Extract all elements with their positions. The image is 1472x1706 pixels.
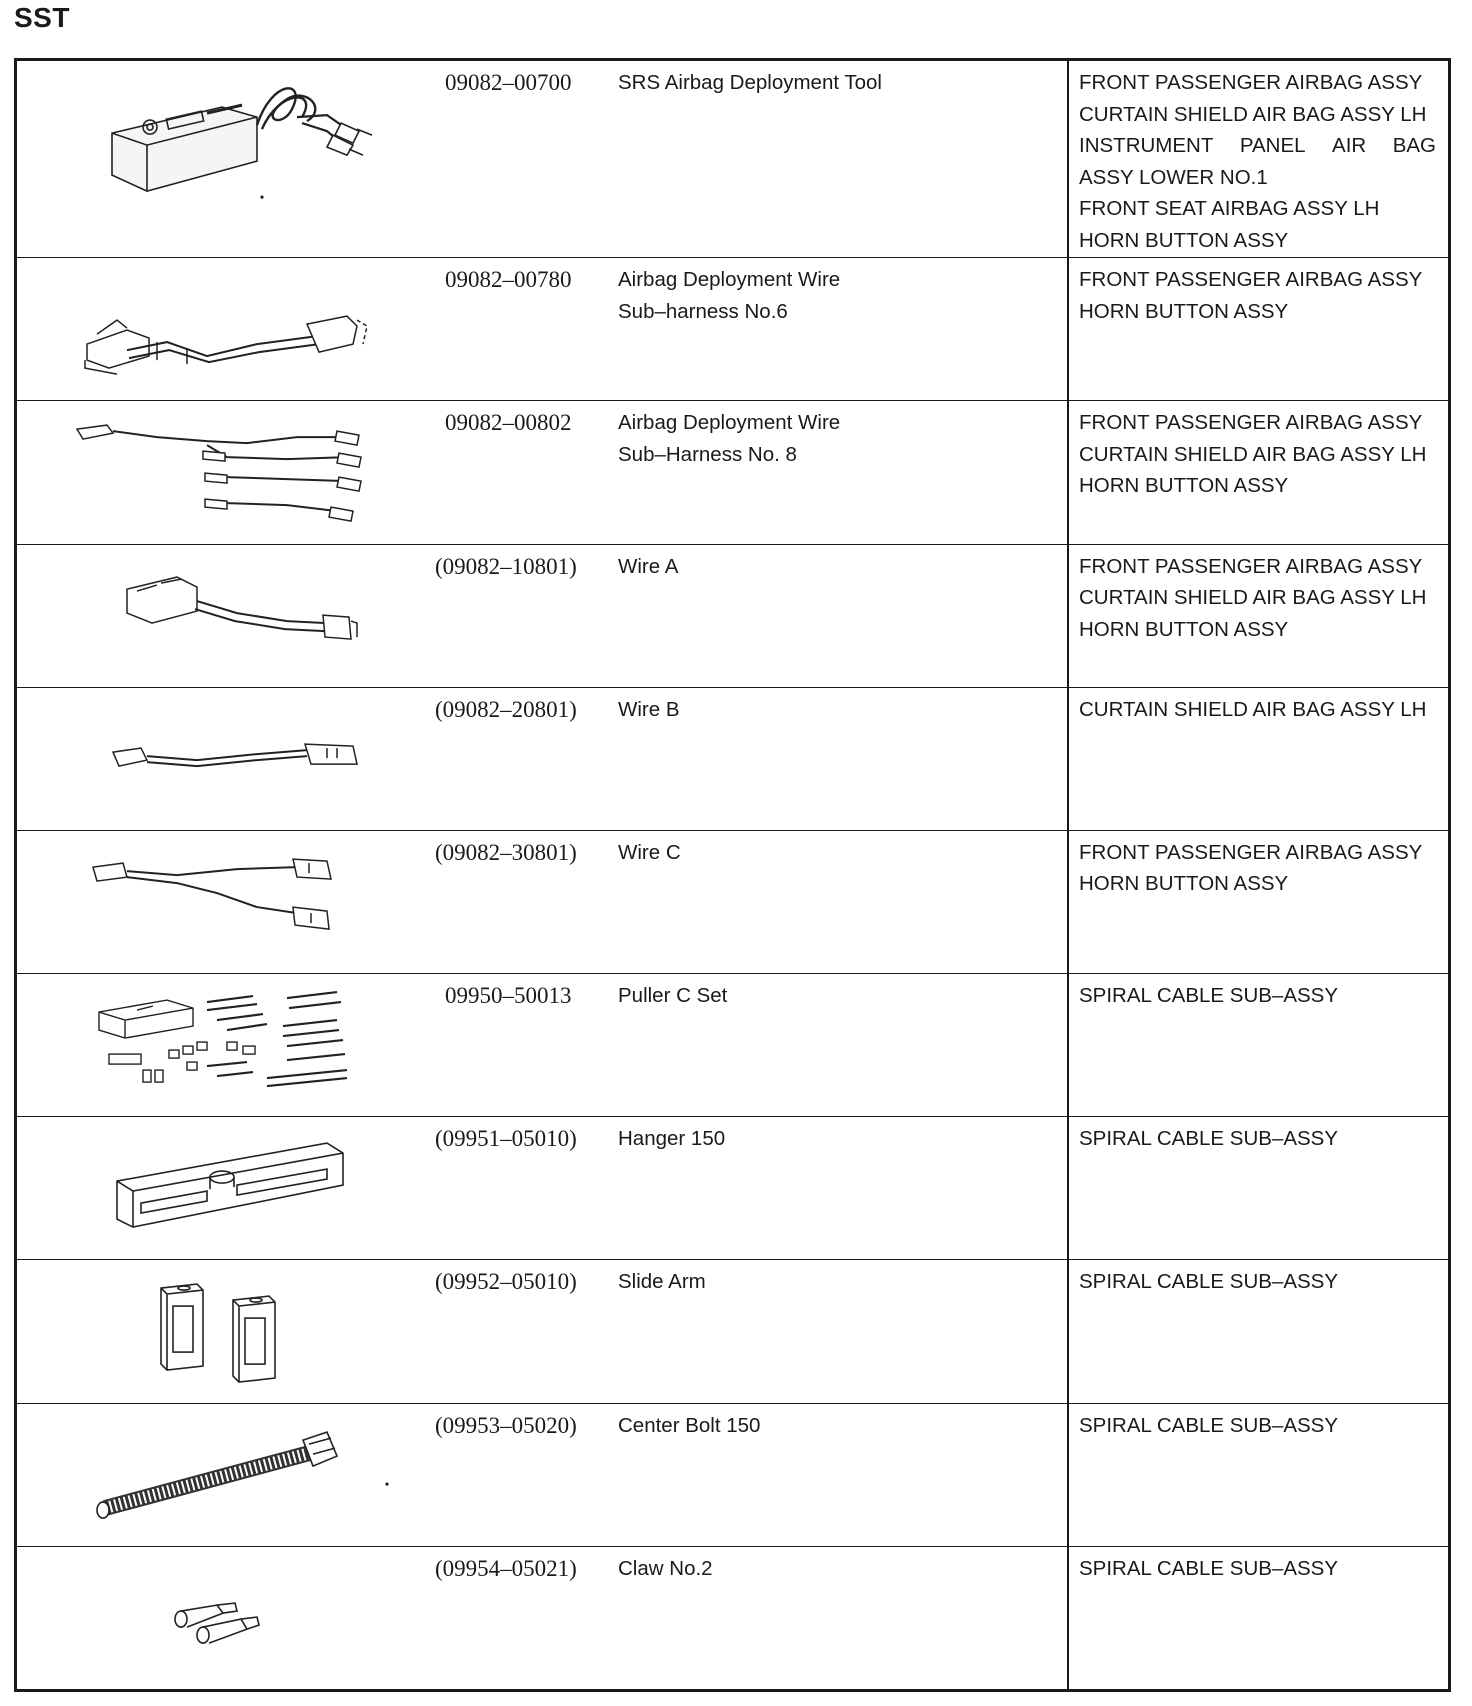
applies-to-line: SPIRAL CABLE SUB–ASSY xyxy=(1079,1556,1339,1580)
word: AIR xyxy=(1332,134,1367,157)
applies-to-cell xyxy=(1069,974,1448,1116)
part-number: (09952–05010) xyxy=(435,1269,577,1295)
applies-to-line: CURTAIN SHIELD AIR BAG ASSY LH xyxy=(1079,697,1427,721)
tool-cell xyxy=(17,1404,1069,1546)
part-name xyxy=(618,1553,713,1585)
part-number: (09082–30801) xyxy=(435,839,577,865)
applies-to-line: FRONT PASSENGER AIRBAG ASSY xyxy=(1079,411,1423,435)
part-name-line: Wire A xyxy=(618,554,679,578)
applies-to-cell xyxy=(1069,401,1448,543)
part-number: 09950–50013 xyxy=(445,983,572,1009)
hanger-150-illustration xyxy=(57,1121,397,1255)
table-row xyxy=(17,1547,1448,1689)
applies-to-cell xyxy=(1069,545,1448,687)
part-name-line: Wire B xyxy=(618,697,680,721)
applies-to-cell xyxy=(1069,1547,1448,1689)
applies-to-line: HORN BUTTON ASSY xyxy=(1079,228,1289,252)
part-number: (09953–05020) xyxy=(435,1412,577,1438)
table-row xyxy=(17,974,1448,1117)
applies-to-line: FRONT PASSENGER AIRBAG ASSY xyxy=(1079,71,1423,94)
tool-cell xyxy=(17,1547,1069,1689)
applies-to-line: CURTAIN SHIELD AIR BAG ASSY LH xyxy=(1079,586,1427,610)
part-number: 09082–00780 xyxy=(445,267,572,293)
wire-b-illustration xyxy=(57,692,397,826)
applies-to-line: FRONT PASSENGER AIRBAG ASSY xyxy=(1079,840,1423,864)
applies-to-cell xyxy=(1069,1404,1448,1546)
tool-cell xyxy=(17,1117,1069,1259)
center-bolt-150-illustration xyxy=(57,1408,397,1542)
applies-to-cell xyxy=(1069,688,1448,830)
part-name-line: Airbag Deployment Wire xyxy=(618,268,841,292)
tool-cell xyxy=(17,61,1069,257)
table-row xyxy=(17,1260,1448,1403)
part-name-line: Wire C xyxy=(618,840,681,864)
airbag-deployment-tool-illustration xyxy=(57,65,397,253)
part-number: (09951–05010) xyxy=(435,1126,577,1152)
applies-to-line: SPIRAL CABLE SUB–ASSY xyxy=(1079,1413,1339,1437)
part-name xyxy=(618,407,840,470)
part-name xyxy=(618,1266,706,1298)
part-name-line: Slide Arm xyxy=(618,1270,706,1294)
tool-cell xyxy=(17,401,1069,543)
tool-cell xyxy=(17,258,1069,400)
applies-to-line: HORN BUTTON ASSY xyxy=(1079,872,1289,896)
sub-harness-no8-illustration xyxy=(57,405,397,539)
applies-to-line: HORN BUTTON ASSY xyxy=(1079,299,1289,323)
part-name xyxy=(618,264,840,327)
applies-to-line: CURTAIN SHIELD AIR BAG ASSY LH xyxy=(1079,442,1427,466)
applies-to-line: FRONT SEAT AIRBAG ASSY LH xyxy=(1079,197,1380,220)
wire-a-illustration xyxy=(57,549,397,683)
applies-to-line: HORN BUTTON ASSY xyxy=(1079,617,1289,641)
part-name-line: Puller C Set xyxy=(618,984,728,1008)
slide-arm-illustration xyxy=(57,1264,397,1398)
part-number: 09082–00700 xyxy=(445,70,572,95)
part-name xyxy=(618,980,727,1012)
claw-no2-illustration xyxy=(57,1551,397,1685)
table-row xyxy=(17,545,1448,688)
part-name-line: SRS Airbag Deployment Tool xyxy=(618,71,882,94)
table-row xyxy=(17,1404,1448,1547)
table-row xyxy=(17,1117,1448,1260)
word: BAG xyxy=(1392,134,1436,157)
tool-cell xyxy=(17,1260,1069,1402)
tool-cell xyxy=(17,831,1069,973)
table-row xyxy=(17,401,1448,544)
part-number: (09082–10801) xyxy=(435,553,577,579)
word: PANEL xyxy=(1239,134,1306,157)
applies-to-line: SPIRAL CABLE SUB–ASSY xyxy=(1079,984,1339,1008)
table-row xyxy=(17,61,1448,258)
part-name-line: Sub–Harness No. 8 xyxy=(618,442,797,466)
applies-to-line: SPIRAL CABLE SUB–ASSY xyxy=(1079,1270,1339,1294)
applies-to-line-justified xyxy=(1079,130,1436,162)
part-number: 09082–00802 xyxy=(445,410,572,436)
part-name-line: Sub–harness No.6 xyxy=(618,299,788,323)
word: INSTRUMENT xyxy=(1079,134,1214,157)
tool-cell xyxy=(17,974,1069,1116)
applies-to-cell xyxy=(1069,258,1448,400)
part-number: (09954–05021) xyxy=(435,1555,577,1581)
applies-to-cell xyxy=(1069,61,1448,257)
part-name-line: Claw No.2 xyxy=(618,1556,713,1580)
part-name xyxy=(618,1123,725,1155)
table-row xyxy=(17,258,1448,401)
sub-harness-no6-illustration xyxy=(57,262,397,396)
part-name xyxy=(618,67,882,99)
part-name-line: Airbag Deployment Wire xyxy=(618,411,841,435)
part-name xyxy=(618,551,678,583)
page-title: SST xyxy=(14,2,70,33)
applies-to-line: CURTAIN SHIELD AIR BAG ASSY LH xyxy=(1079,102,1427,126)
wire-c-illustration xyxy=(57,835,397,969)
part-number: (09082–20801) xyxy=(435,696,577,722)
table-row xyxy=(17,831,1448,974)
part-name xyxy=(618,1410,760,1442)
sst-table xyxy=(14,58,1451,1692)
part-name xyxy=(618,837,681,869)
applies-to-line: HORN BUTTON ASSY xyxy=(1079,474,1289,498)
applies-to-cell xyxy=(1069,1260,1448,1402)
applies-to-line: ASSY LOWER NO.1 xyxy=(1079,165,1268,189)
applies-to-cell xyxy=(1069,831,1448,973)
puller-c-set-illustration xyxy=(57,978,397,1112)
tool-cell xyxy=(17,688,1069,830)
applies-to-cell xyxy=(1069,1117,1448,1259)
part-name-line: Hanger 150 xyxy=(618,1127,726,1151)
applies-to-line: FRONT PASSENGER AIRBAG ASSY xyxy=(1079,268,1423,292)
tool-cell xyxy=(17,545,1069,687)
applies-to-line: FRONT PASSENGER AIRBAG ASSY xyxy=(1079,554,1423,578)
part-name xyxy=(618,694,680,726)
part-name-line: Center Bolt 150 xyxy=(618,1413,761,1437)
applies-to-line: SPIRAL CABLE SUB–ASSY xyxy=(1079,1127,1339,1151)
table-row xyxy=(17,688,1448,831)
